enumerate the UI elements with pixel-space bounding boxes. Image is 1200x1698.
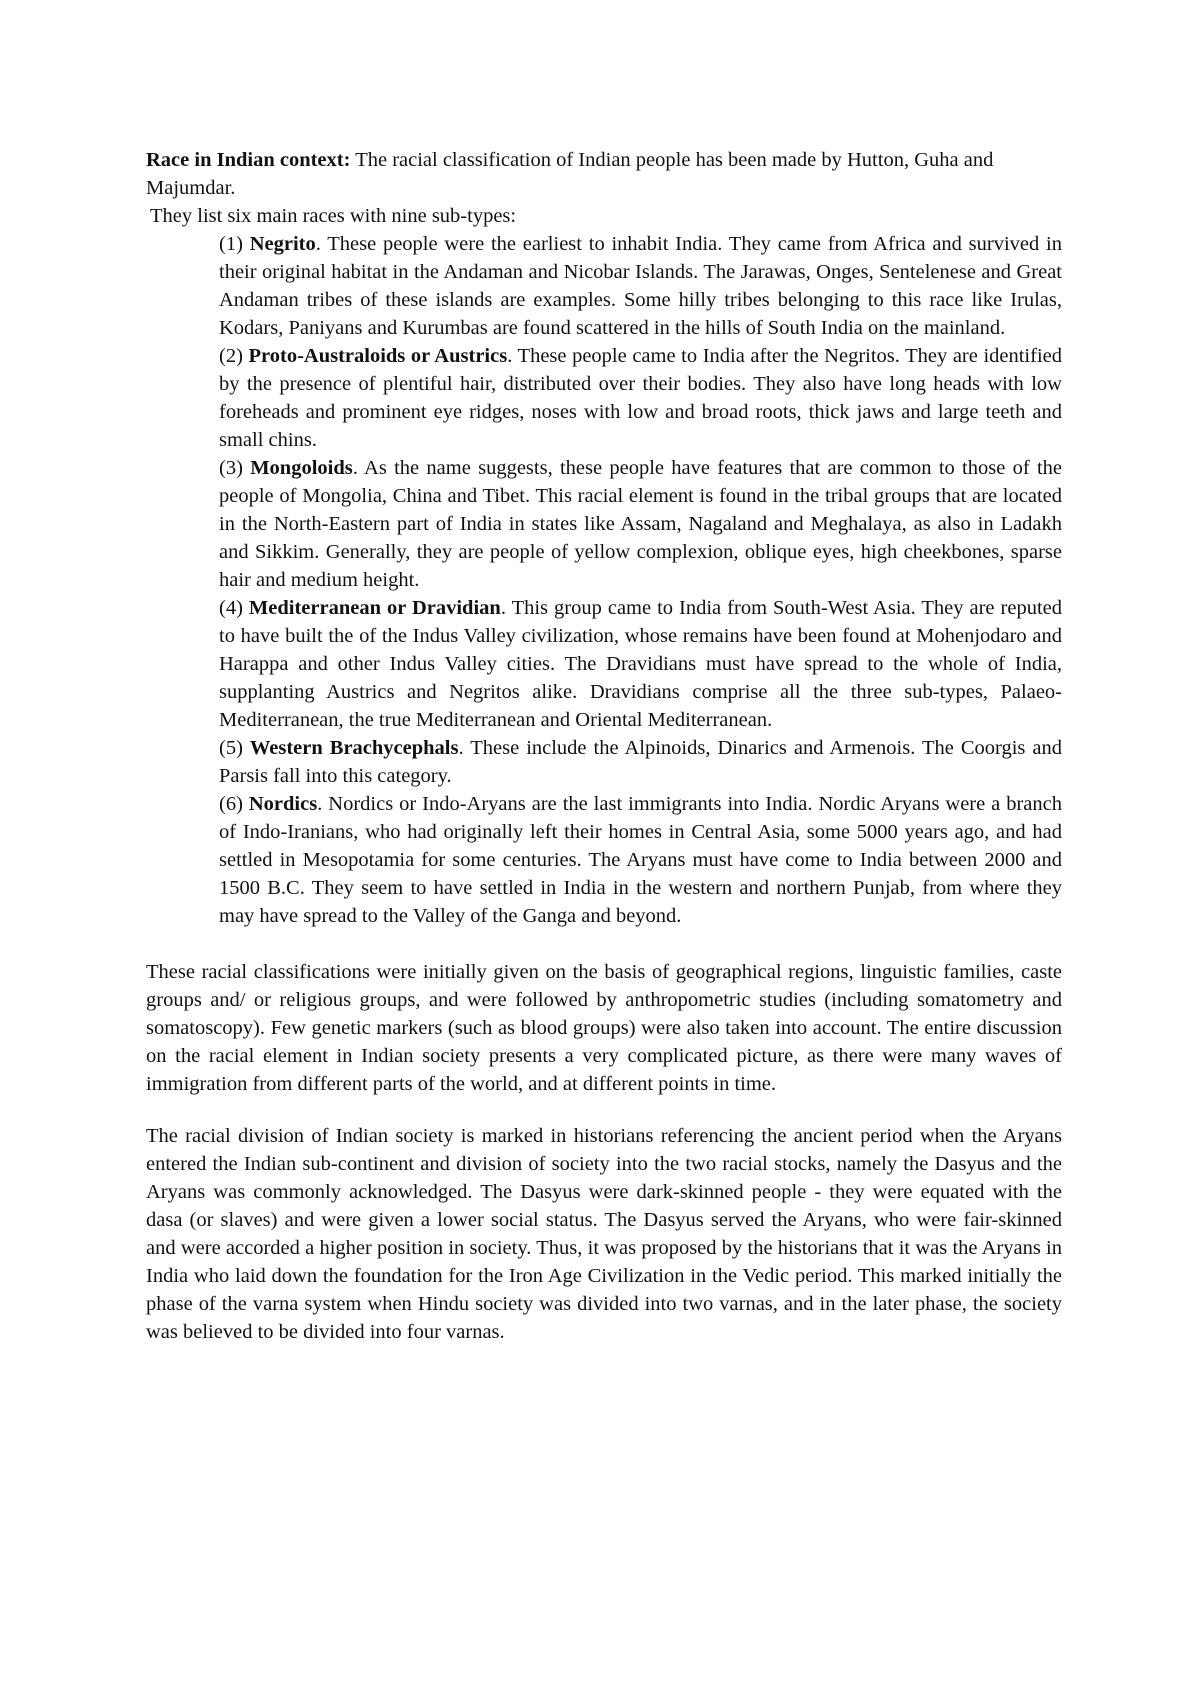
body-paragraph-racial-division: The racial division of Indian society is marked in historians referencing the ancient period when the Aryans entered the Indian sub-continent and division of society into the two racial stocks, namely the Dasyus and the Aryans was commonly acknowledged. The Dasyus were dark-skinned people - they were equated with the dasa (or slaves) and were given a lower social status. The Dasyus served the Aryans, who were fair-skinned and were accorded a higher position in society. Thus, it was proposed by the historians that it was the Aryans in India who laid down the foundation for the Iron Age Civilization in the Vedic period. This marked initially the phase of the varna system when Hindu society was divided into two varnas, and in the later phase, the society was believed to be divided into four varnas. <box>146 1125 1062 1343</box>
race-number: (1) <box>219 233 250 255</box>
race-number: (5) <box>219 737 250 759</box>
race-description: . As the name suggests, these people have features that are common to those of the people of Mongolia, China and Tibet. This racial element is found in the tribal groups that are located in the North-Eastern part of India in states like Assam, Nagaland and Meghalaya, as also in Ladakh and Sikkim. Generally, they are people of yellow complexion, oblique eyes, high cheekbones, sparse hair and medium height. <box>219 457 1063 591</box>
intro-paragraph <box>146 146 1062 202</box>
race-item-western-brachycephals <box>219 734 1062 790</box>
body-paragraph-classifications: These racial classifications were initially given on the basis of geographical regions, linguistic families, caste groups and/ or religious groups, and were followed by anthropometric studies (including somatometry and somatoscopy). Few genetic markers (such as blood groups) were also taken into account. The entire discussion on the racial element in Indian society presents a very complicated picture, as there were many waves of immigration from different parts of the world, and at different points in time. <box>146 961 1062 1095</box>
document-page <box>146 146 1062 1346</box>
race-description: . These include the Alpinoids, Dinarics and Armenois. The Coorgis and Parsis fall into this category. <box>219 737 1062 787</box>
race-item-mediterranean <box>219 594 1062 734</box>
race-description: . These people came to India after the Negritos. They are identified by the presence of plentiful hair, distributed over their bodies. They also have long heads with low foreheads and prominent eye ridges, noses with low and broad roots, thick jaws and large teeth and small chins. <box>219 345 1062 451</box>
race-name: Mediterranean or Dravidian <box>248 597 501 619</box>
race-name: Western Brachycephals <box>249 737 459 759</box>
race-number: (2) <box>219 345 249 367</box>
race-description: . This group came to India from South-West Asia. They are reputed to have built the of the Indus Valley civilization, whose remains have been found at Mohenjodaro and Harappa and other Indus Valley cities. The Dravidians must have spread to the whole of India, supplanting Austrics and Negritos alike. Dravidians comprise all the three sub-types, Palaeo-Mediterranean, the true Mediterranean and Oriental Mediterranean. <box>219 597 1062 731</box>
race-item-nordics <box>219 790 1062 930</box>
race-item-proto-australoids <box>219 342 1062 454</box>
race-item-negrito <box>219 230 1062 342</box>
intro-text: The racial classification of Indian people has been made by Hutton, Guha and Majumdar. <box>146 149 994 199</box>
race-name: Negrito <box>249 233 316 255</box>
race-item-mongoloids <box>219 454 1062 594</box>
race-description: . These people were the earliest to inhabit India. They came from Africa and survived in their original habitat in the Andaman and Nicobar Islands. The Jarawas, Onges, Sentelenese and Great Andaman tribes of these islands are examples. Some hilly tribes belonging to this race like Irulas, Kodars, Paniyans and Kurumbas are found scattered in the hills of South India on the mainland. <box>219 233 1063 339</box>
race-name: Mongoloids <box>250 457 353 479</box>
intro-heading: Race in Indian context: <box>146 149 351 171</box>
race-number: (3) <box>219 457 251 479</box>
race-number: (4) <box>219 597 249 619</box>
race-name: Nordics <box>248 793 318 815</box>
race-number: (6) <box>219 793 249 815</box>
race-list <box>219 230 1062 930</box>
sub-intro-text: They list six main races with nine sub-types: <box>150 205 517 227</box>
race-name: Proto-Australoids or Austrics <box>248 345 508 367</box>
race-description: . Nordics or Indo-Aryans are the last immigrants into India. Nordic Aryans were a branch of Indo-Iranians, who had originally left their homes in Central Asia, some 5000 years ago, and had settled in Mesopotamia for some centuries. The Aryans must have come to India between 2000 and 1500 B.C. They seem to have settled in India in the western and northern Punjab, from where they may have spread to the Valley of the Ganga and beyond. <box>219 793 1062 927</box>
